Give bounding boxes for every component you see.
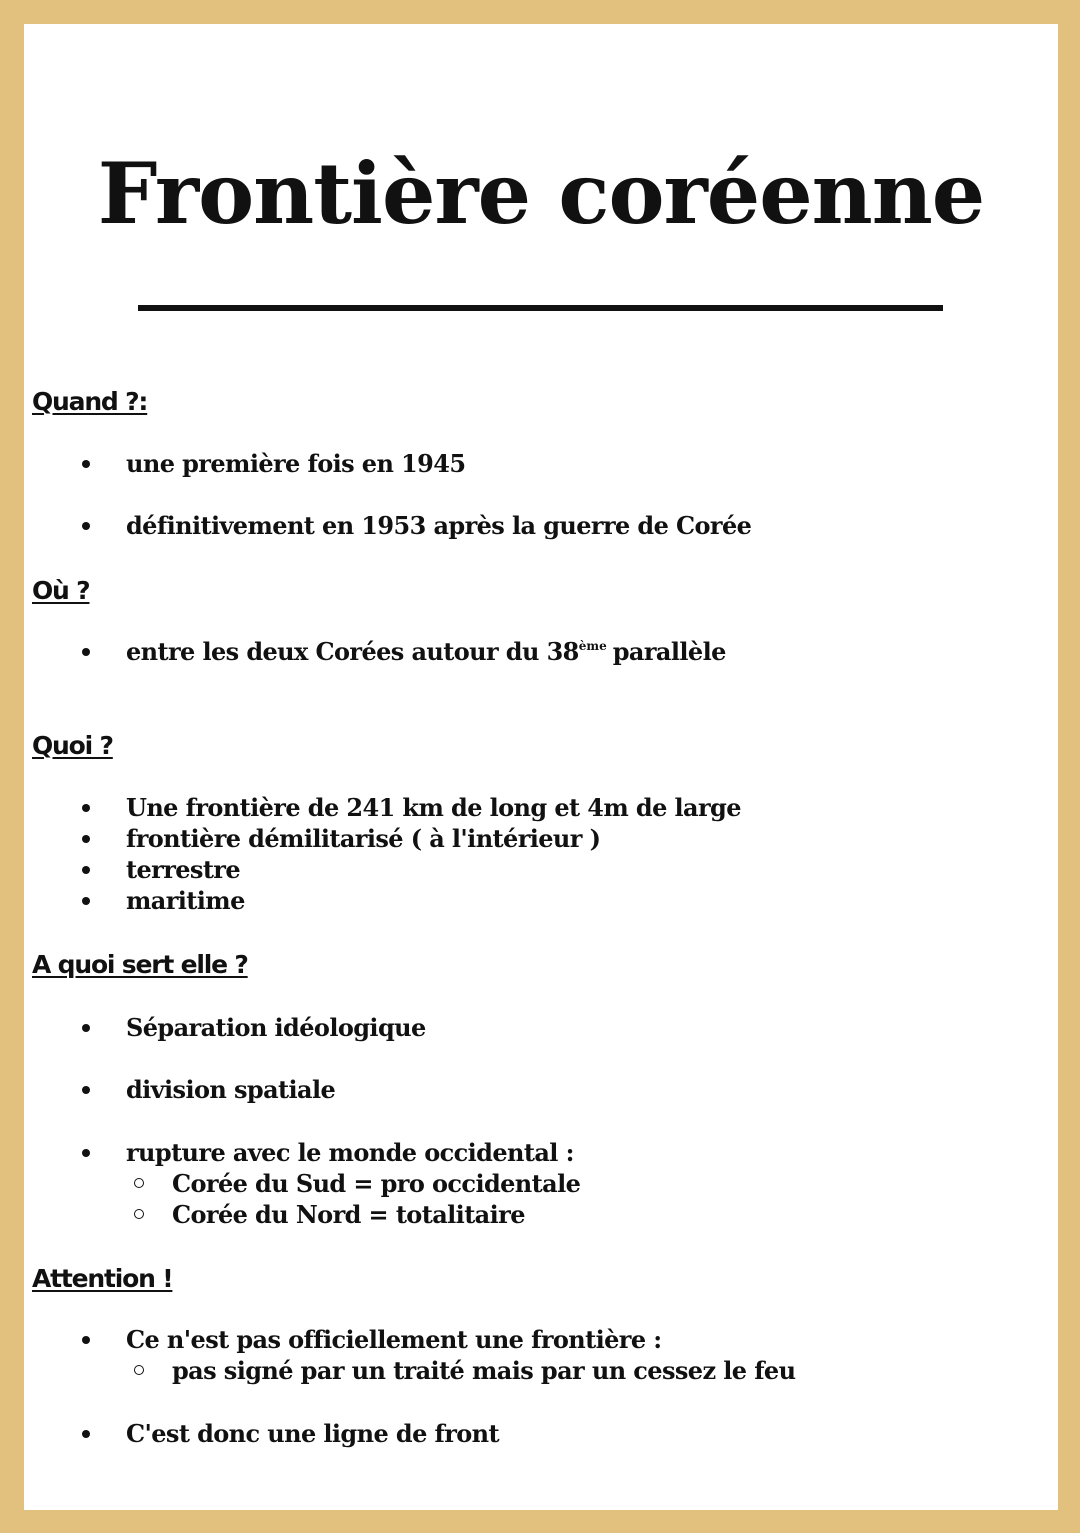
item-text: parallèle [612,637,726,666]
heading-quand: Quand ?: [32,387,148,416]
item-text: entre les deux Corées autour du 38 [126,637,579,666]
sub-list-item: Corée du Nord = totalitaire [172,1200,525,1229]
ordinal-superscript: ème [578,639,607,653]
list-item: Séparation idéologique [126,1013,426,1042]
list-item: Ce n'est pas officiellement une frontière : [126,1325,662,1354]
list-item: division spatiale [126,1075,336,1104]
heading-attention: Attention ! [32,1264,173,1293]
document-page [24,24,1058,1510]
title-divider [138,305,943,311]
list-item: rupture avec le monde occidental : [126,1138,574,1167]
list-item: frontière démilitarisé ( à l'intérieur ) [126,824,601,853]
heading-quoi: Quoi ? [32,731,113,760]
sub-list-item: pas signé par un traité mais par un cessez le feu [172,1356,796,1385]
heading-a-quoi-sert-elle: A quoi sert elle ? [32,950,248,979]
list-item: définitivement en 1953 après la guerre de Corée [126,511,752,540]
list-item: maritime [126,886,245,915]
list-item: une première fois en 1945 [126,449,466,478]
list-item: Une frontière de 241 km de long et 4m de large [126,793,741,822]
list-item: C'est donc une ligne de front [126,1419,500,1448]
sub-list-item: Corée du Sud = pro occidentale [172,1169,581,1198]
list-item [126,637,726,666]
page-title: Frontière coréenne [97,144,985,243]
list-item: terrestre [126,855,241,884]
heading-ou: Où ? [32,576,90,605]
